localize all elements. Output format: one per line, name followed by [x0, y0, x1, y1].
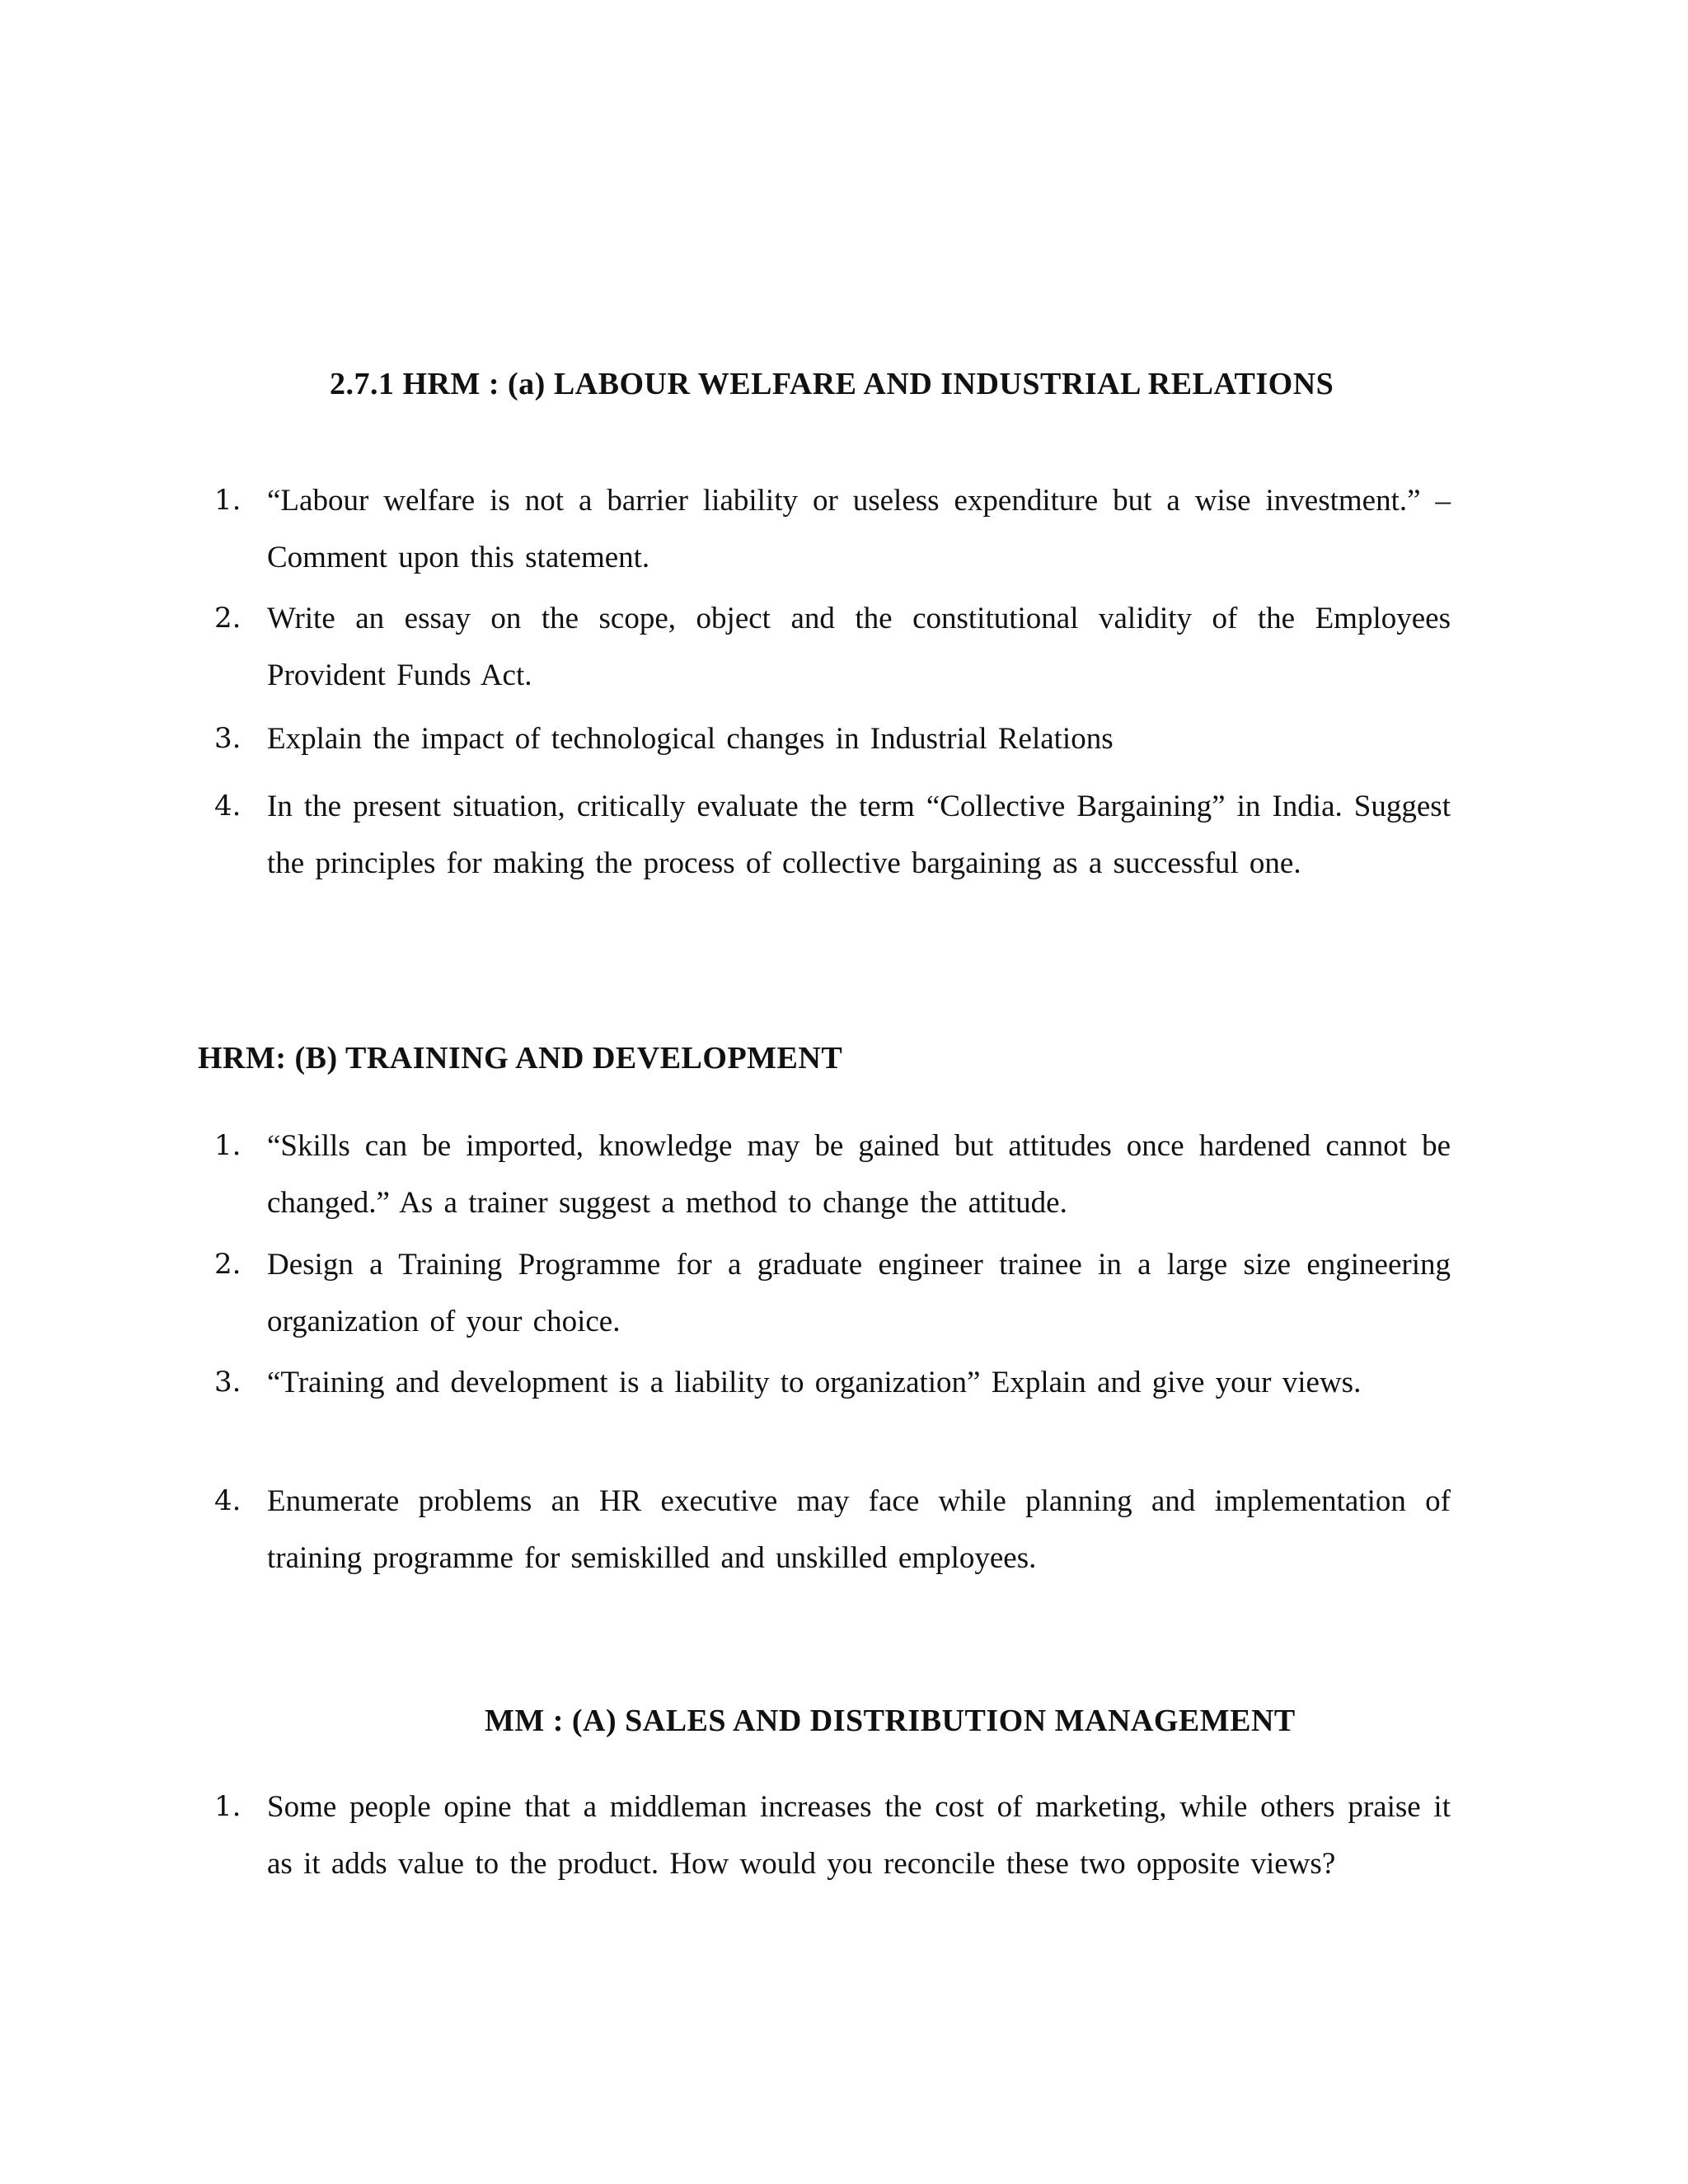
question-text: Write an essay on the scope, object and the constitutional validity of the Employees Provident Funds Act.	[267, 602, 1451, 692]
question-item	[214, 1118, 1451, 1231]
question-text: Some people opine that a middleman increases the cost of marketing, while others praise it as it adds value to the product. How would you reconcile these two opposite views?	[267, 1790, 1451, 1881]
question-number: 4.	[214, 1484, 241, 1517]
question-item	[214, 710, 1451, 767]
section-heading-labour-welfare: 2.7.1 HRM : (a) LABOUR WELFARE AND INDUSTRIAL RELATIONS	[330, 367, 1334, 401]
question-item	[214, 778, 1451, 892]
question-text: “Training and development is a liability to organization” Explain and give your views.	[267, 1366, 1362, 1399]
question-number: 1.	[214, 1129, 241, 1162]
section-heading-training-development: HRM: (B) TRAINING AND DEVELOPMENT	[198, 1041, 843, 1076]
question-item	[214, 472, 1451, 586]
question-text: Explain the impact of technological changes in Industrial Relations	[267, 722, 1114, 756]
question-number: 1.	[214, 484, 241, 517]
question-number: 3.	[214, 1366, 241, 1399]
question-text: Design a Training Programme for a graduate engineer trainee in a large size engineering organization of your choice.	[267, 1248, 1451, 1338]
question-item	[214, 1236, 1451, 1350]
question-number: 1.	[214, 1790, 241, 1823]
question-item	[214, 1473, 1451, 1586]
section-heading-sales-distribution: MM : (A) SALES AND DISTRIBUTION MANAGEMENT	[485, 1704, 1296, 1738]
question-item	[214, 1354, 1451, 1411]
question-number: 4.	[214, 790, 241, 823]
question-number: 2.	[214, 1248, 241, 1281]
question-number: 2.	[214, 602, 241, 635]
question-item	[214, 590, 1451, 704]
question-item	[214, 1779, 1451, 1892]
question-text: In the present situation, critically evaluate the term “Collective Bargaining” in India. Suggest the principles for making the process of collective bargaining as a successful one.	[267, 790, 1451, 880]
question-text: “Labour welfare is not a barrier liability or useless expenditure but a wise investment.” – Comment upon this statement.	[267, 484, 1451, 574]
question-number: 3.	[214, 722, 241, 755]
question-text: “Skills can be imported, knowledge may be gained but attitudes once hardened cannot be changed.” As a trainer suggest a method to change the attitude.	[267, 1129, 1451, 1220]
question-text: Enumerate problems an HR executive may face while planning and implementation of training programme for semiskilled and unskilled employees.	[267, 1484, 1451, 1575]
